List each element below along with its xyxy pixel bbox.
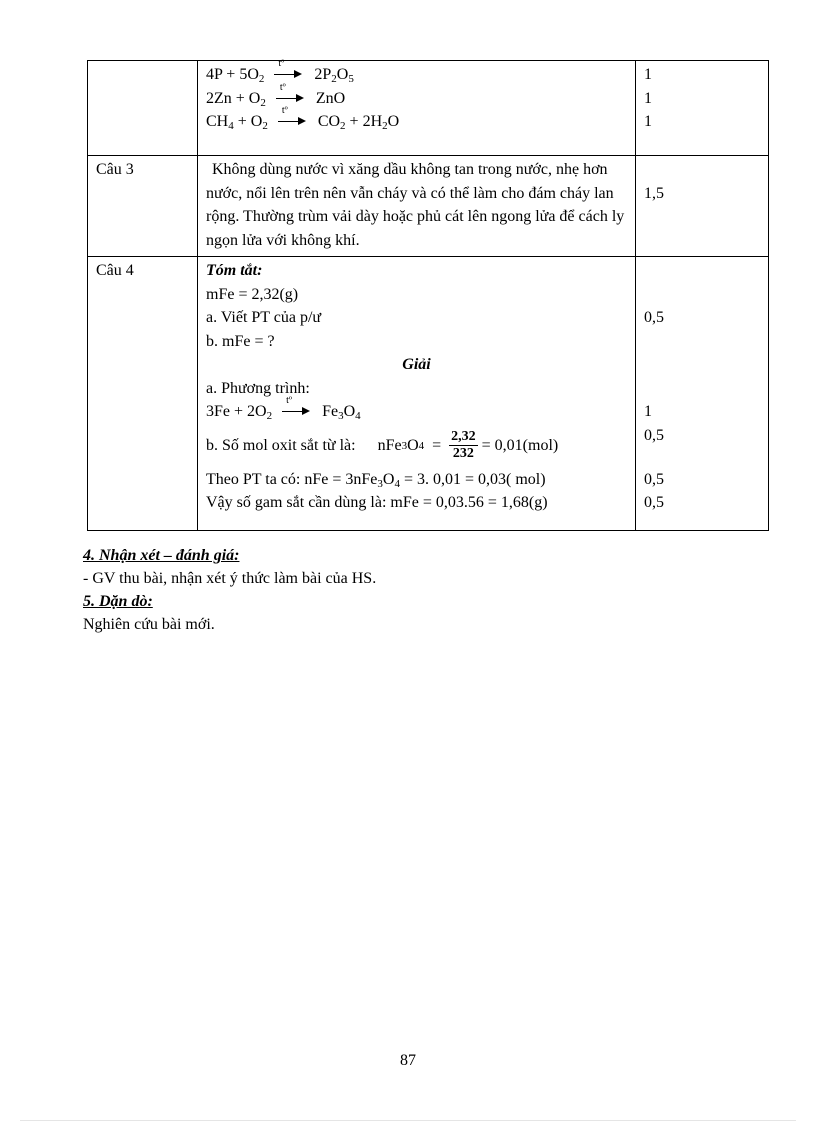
table-row (88, 257, 769, 531)
reaction-arrow-icon (274, 58, 302, 80)
question-label: Câu 4 (96, 262, 134, 279)
subscript: 5 (348, 73, 354, 85)
reaction-condition: tº (279, 81, 286, 93)
equation-line (206, 105, 627, 134)
equation-text: CO (317, 113, 341, 130)
equation-text: = 3. 0,01 = 0,03( mol) (403, 470, 546, 488)
reaction-condition: tº (278, 58, 285, 69)
subscript: 4 (355, 410, 361, 422)
answer-paragraph: Không dùng nước vì xăng dầu không tan trong nước, nhẹ hơn nước, nổi lên trên nên vẫn cháy và có thể làm cho đám cháy lan rộng. Thường trùm vải dày hoặc phủ cát lên ngong lửa để cách ly ngọn lửa với không khí. (206, 161, 625, 249)
equation-text: 3Fe + 2O (206, 403, 267, 420)
subscript: 2 (262, 120, 268, 132)
question-label-cell (88, 156, 198, 257)
mole-calculation-line: b. Số mol oxit sắt từ là: nFe 3 O 4 = $\frac{2,32}{232}$ = 0,01(mol) (206, 429, 559, 461)
score-value: 1 (644, 403, 652, 420)
subscript: 2 (266, 410, 273, 422)
reaction-arrow-icon (276, 81, 304, 104)
score-value: 0,5 (644, 309, 664, 326)
equation-text: Fe (322, 403, 339, 420)
table-row (88, 156, 769, 257)
equation-text: nFe (377, 436, 402, 454)
summary-title: Tóm tắt: (206, 262, 263, 279)
solution-a-title: a. Phương trình: (206, 379, 310, 397)
answer-cell (198, 58, 636, 156)
score-cell (636, 156, 769, 257)
reaction-arrow-icon (278, 105, 306, 127)
reaction-arrow-icon (282, 395, 310, 417)
answer-cell (198, 257, 636, 531)
calculation-label: b. Số mol oxit sắt từ là: (206, 436, 356, 454)
equation-text: O (407, 436, 419, 454)
equation-line (206, 468, 627, 492)
equals-sign: = (432, 436, 442, 454)
question-a: a. Viết PT của p/ư (206, 309, 322, 326)
equation-text: Theo PT ta có: nFe = 3nFe (206, 470, 378, 488)
table-row (88, 61, 769, 156)
equation-text: O (387, 113, 400, 130)
equation-text: CH (206, 113, 229, 130)
section-text: Nghiên cứu bài mới. (83, 616, 215, 633)
question-b: b. mFe = ? (206, 332, 275, 350)
score-value: 0,5 (644, 470, 664, 488)
subscript: 2 (382, 120, 388, 132)
subscript: 4 (394, 477, 400, 490)
section-heading: 5. Dặn dò: (83, 593, 153, 610)
score-cell (636, 257, 769, 531)
score-value: 1 (644, 113, 652, 130)
equation-text: + O (233, 113, 263, 130)
reaction-condition: tº (286, 395, 292, 406)
page-divider (20, 1120, 796, 1121)
page-number: 87 (400, 1052, 416, 1069)
score-value: 1,5 (644, 184, 664, 202)
question-label-cell (88, 257, 198, 531)
score-cell (636, 61, 769, 156)
question-label-cell (88, 61, 198, 156)
fraction-denominator: 232 (452, 446, 474, 461)
answer-cell (198, 156, 636, 257)
equation-text: 2Zn + O (206, 89, 261, 107)
fraction (449, 429, 478, 462)
equation-text: 2P (314, 66, 332, 83)
score-value: 0,5 (644, 494, 664, 511)
calculation-result: = 0,01(mol) (481, 436, 559, 454)
subscript: 3 (377, 477, 383, 490)
solution-title: Giải (402, 356, 431, 373)
question-label: Câu 3 (96, 161, 134, 178)
score-value: 1 (644, 66, 652, 83)
subscript: 2 (260, 96, 266, 109)
equation-text: O (382, 470, 395, 488)
equation-line (206, 58, 627, 87)
given-value: mFe = 2,32(g) (206, 285, 299, 303)
closing-sections (83, 544, 376, 636)
equation-text: 4P + 5O (206, 66, 259, 83)
subscript: 2 (331, 73, 337, 85)
conclusion-line: Vậy số gam sắt cần dùng là: mFe = 0,03.56 = 1,68(g) (206, 494, 548, 511)
equation-text: O (343, 403, 356, 420)
equation-text: ZnO (315, 89, 346, 107)
score-value: 1 (644, 89, 652, 107)
subscript: 2 (340, 120, 346, 132)
subscript: 2 (258, 73, 265, 85)
score-value: 0,5 (644, 426, 664, 444)
fraction-numerator: 2,32 (451, 429, 476, 444)
equation-text: O (336, 66, 349, 83)
equation-text: + 2H (345, 113, 383, 130)
subscript: 3 (338, 410, 344, 422)
section-text: - GV thu bài, nhận xét ý thức làm bài của HS. (83, 570, 377, 587)
reaction-condition: tº (281, 105, 288, 116)
subscript: 4 (228, 120, 234, 132)
section-heading: 4. Nhận xét – đánh giá: (83, 547, 240, 564)
grading-table (87, 60, 769, 531)
equation-line (206, 81, 627, 111)
equation-line (206, 395, 627, 424)
